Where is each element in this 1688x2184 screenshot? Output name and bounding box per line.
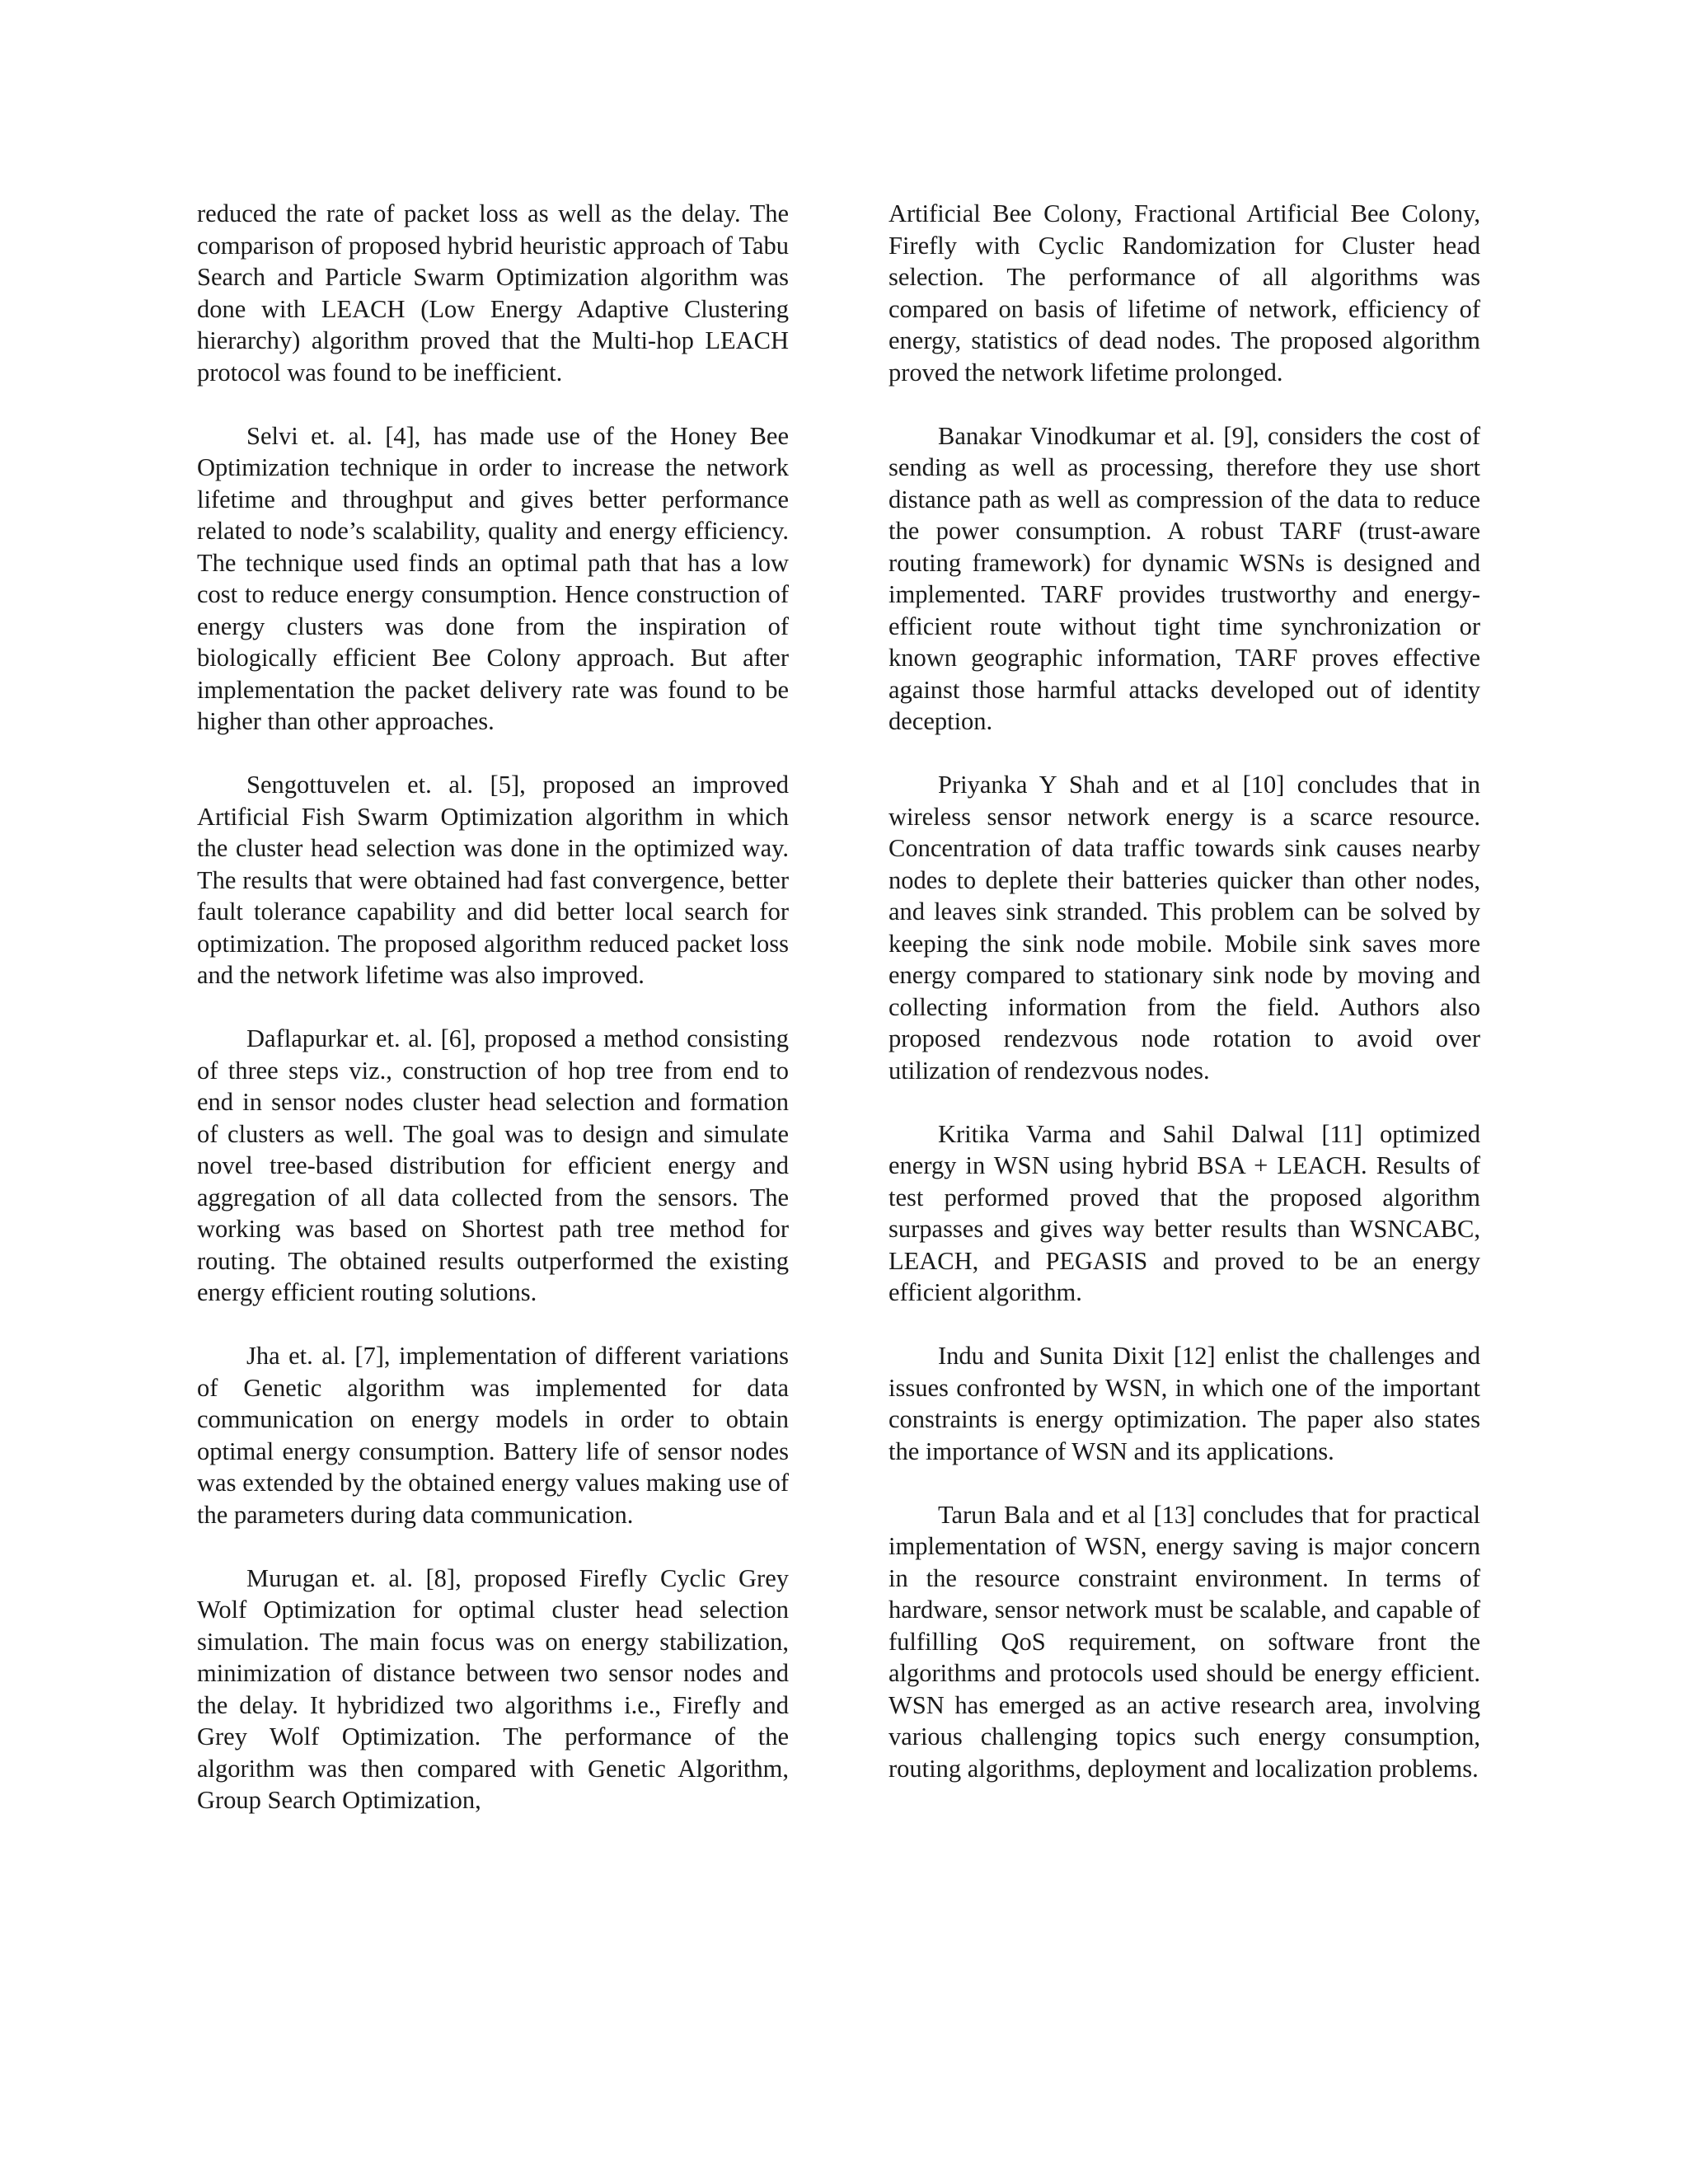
paragraph-continuation: reduced the rate of packet loss as well as the delay. The comparison of proposed hybrid heuristic approach of Tabu Search and Particle Swarm Optimization algorithm was done with LEACH (Low Energy Adaptive Clustering hierarchy) algorithm proved that the Multi-hop LEACH protocol was found to be inefficient. (197, 199, 789, 387)
paragraph-selvi: Selvi et. al. [4], has made use of the Honey Bee Optimization technique in order to increase the network lifetime and throughput and gives better performance related to node’s scalability, quality and energy efficiency. The technique used finds an optimal path that has a low cost to reduce energy consumption. Hence construction of energy clusters was done from the inspiration of biologically efficient Bee Colony approach. But after implementation the packet delivery rate was found to be higher than other approaches. (197, 421, 789, 735)
paragraph-tarun: Tarun Bala and et al [13] concludes that for practical implementation of WSN, energy saving is major concern in the resource constraint environment. In terms of hardware, sensor network must be scalable, and capable of fulfilling QoS requirement, on software front the algorithms and protocols used should be energy efficient. WSN has emerged as an active research area, involving various challenging topics such energy consumption, routing algorithms, deployment and localization problems. (889, 1500, 1480, 1783)
paragraph-priyanka: Priyanka Y Shah and et al [10] concludes that in wireless sensor network energy is a scarce resource. Concentration of data traffic towards sink causes nearby nodes to deplete their batteries quicker than other nodes, and leaves sink stranded. This problem can be solved by keeping the sink node mobile. Mobile sink saves more energy compared to stationary sink node by moving and collecting information from the field. Authors also proposed rendezvous node rotation to avoid over utilization of rendezvous nodes. (889, 771, 1480, 1085)
paragraph-indu: Indu and Sunita Dixit [12] enlist the challenges and issues confronted by WSN, in which one of the important constraints is energy optimization. The paper also states the importance of WSN and its applications. (889, 1342, 1480, 1465)
paragraph-kritika: Kritika Varma and Sahil Dalwal [11] optimized energy in WSN using hybrid BSA + LEACH. Results of test performed proved that the proposed algorithm surpasses and gives way better results than WSNCABC, LEACH, and PEGASIS and proved to be an energy efficient algorithm. (889, 1119, 1480, 1306)
paragraph-continuation-right: Artificial Bee Colony, Fractional Artificial Bee Colony, Firefly with Cyclic Randomization for Cluster head selection. The performance of all algorithms was compared on basis of lifetime of network, efficiency of energy, statistics of dead nodes. The proposed algorithm proved the network lifetime prolonged. (889, 199, 1480, 387)
paragraph-jha: Jha et. al. [7], implementation of different variations of Genetic algorithm was implemented for data communication on energy models in order to obtain optimal energy consumption. Battery life of sensor nodes was extended by the obtained energy values making use of the parameters during data communication. (197, 1342, 789, 1529)
paragraph-murugan: Murugan et. al. [8], proposed Firefly Cyclic Grey Wolf Optimization for optimal cluster head selection simulation. The main focus was on energy stabilization, minimization of distance between two sensor nodes and the delay. It hybridized two algorithms i.e., Firefly and Grey Wolf Optimization. The performance of the algorithm was then compared with Genetic Algorithm, Group Search Optimization, (197, 1563, 789, 1814)
paragraph-daflapurkar: Daflapurkar et. al. [6], proposed a method consisting of three steps viz., construction of hop tree from end to end in sensor nodes cluster head selection and formation of clusters as well. The goal was to design and simulate novel tree-based distribution for efficient energy and aggregation of all data collected from the sensors. The working was based on Shortest path tree method for routing. The obtained results outperformed the existing energy efficient routing solutions. (197, 1024, 789, 1306)
left-column (197, 198, 789, 1848)
paragraph-banakar: Banakar Vinodkumar et al. [9], considers the cost of sending as well as processing, therefore they use short distance path as well as compression of the data to reduce the power consumption. A robust TARF (trust-aware routing framework) for dynamic WSNs is designed and implemented. TARF provides trustworthy and energy-efficient route without tight time synchronization or known geographic information, TARF proves effective against those harmful attacks developed out of identity deception. (889, 421, 1480, 735)
paragraph-sengottuvelen: Sengottuvelen et. al. [5], proposed an improved Artificial Fish Swarm Optimization algorithm in which the cluster head selection was done in the optimized way. The results that were obtained had fast convergence, better fault tolerance capability and did better local search for optimization. The proposed algorithm reduced packet loss and the network lifetime was also improved. (197, 771, 789, 989)
right-column (889, 198, 1480, 1816)
